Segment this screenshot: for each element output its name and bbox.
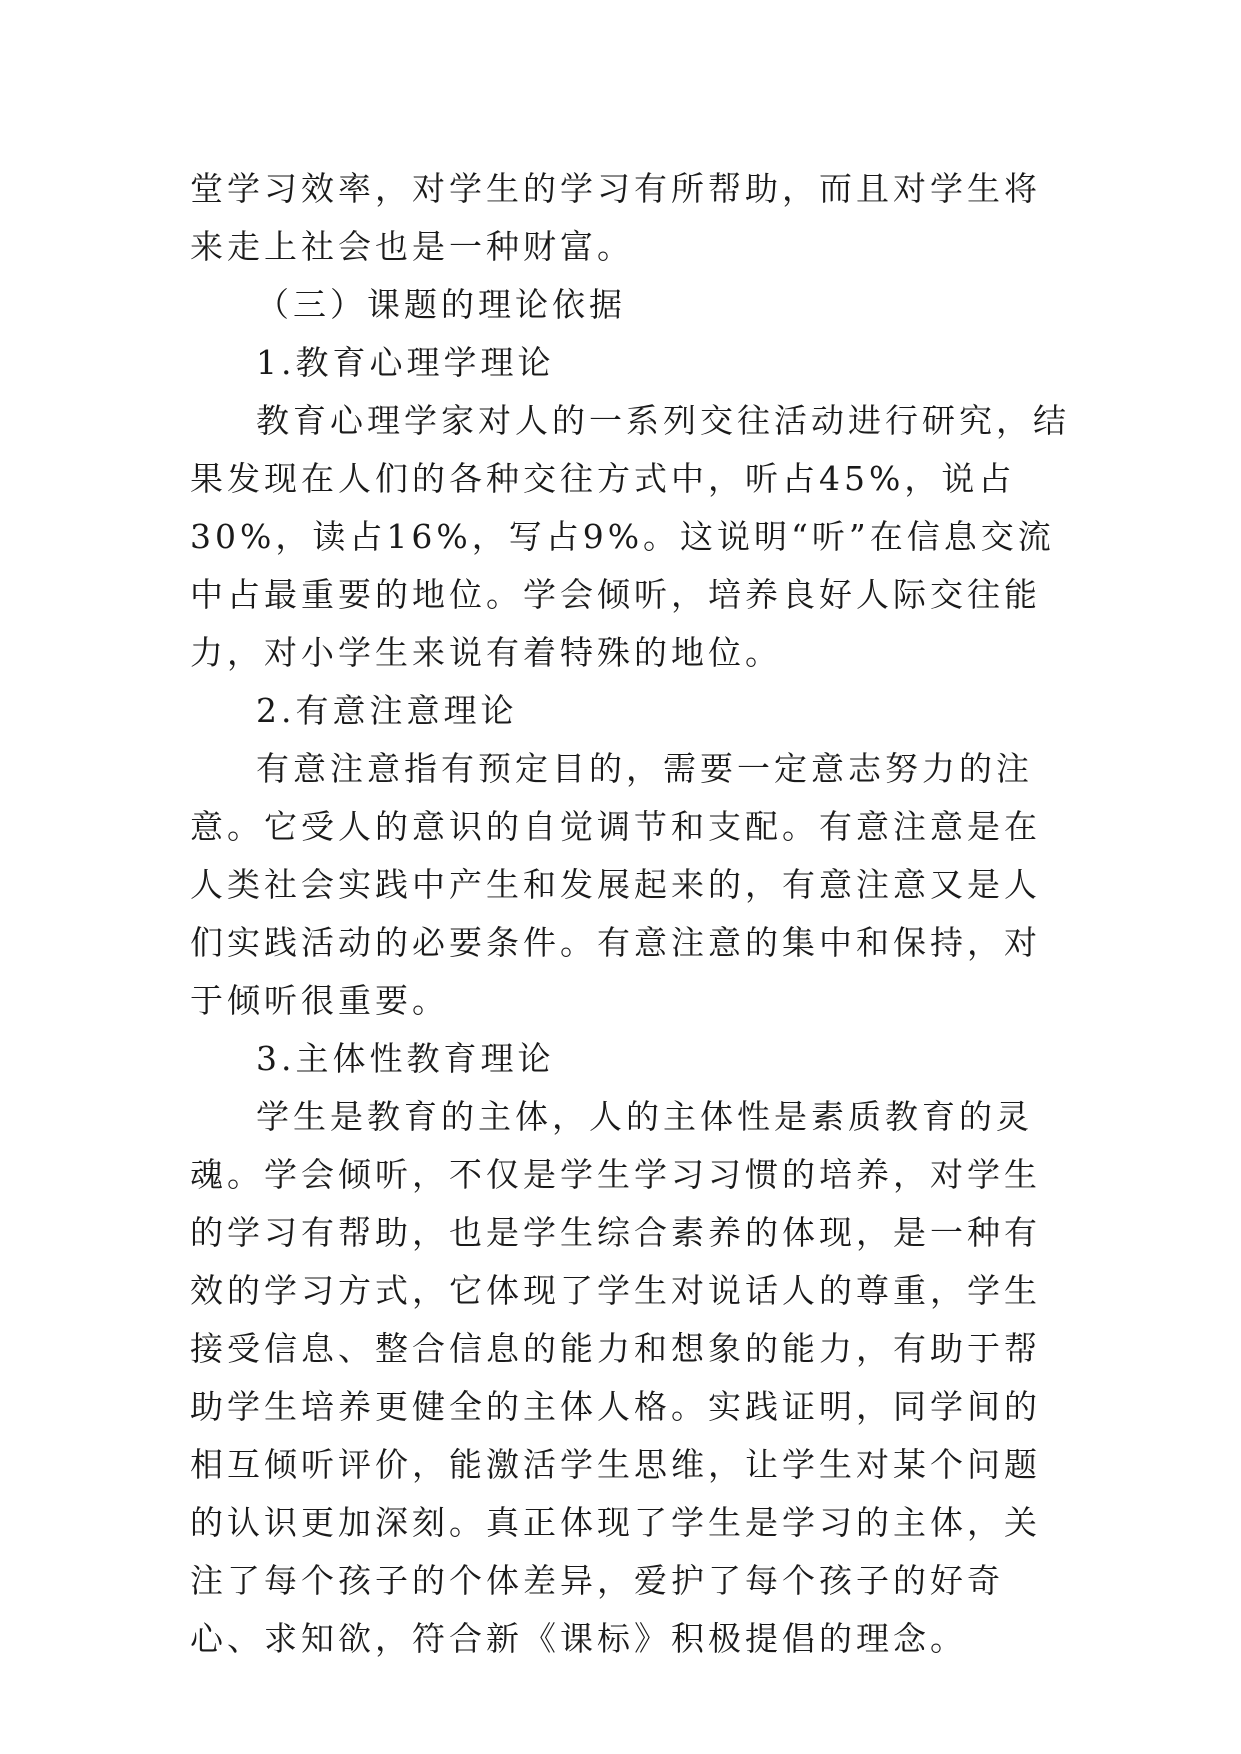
paragraph-educational-psychology: 教育心理学家对人的一系列交往活动进行研究，结果发现在人们的各种交往方式中，听占45%，说占30%，读占16%，写占9%。这说明“听”在信息交流中占最重要的地位。学会倾听，培养良好人际交往能力，对小学生来说有着特殊的地位。 — [190, 401, 1070, 672]
subheading-educational-psychology: 1.教育心理学理论 — [256, 343, 555, 382]
document-body — [190, 160, 1070, 1668]
paragraph-continuation: 堂学习效率，对学生的学习有所帮助，而且对学生将来走上社会也是一种财富。 — [190, 169, 1041, 266]
section-heading-theory-basis: （三）课题的理论依据 — [256, 285, 626, 324]
subheading-intentional-attention: 2.有意注意理论 — [256, 691, 518, 730]
paragraph-subjectivity-education: 学生是教育的主体，人的主体性是素质教育的灵魂。学会倾听，不仅是学生学习习惯的培养，对学生的学习有帮助，也是学生综合素养的体现，是一种有效的学习方式，它体现了学生对说话人的尊重，学生接受信息、整合信息的能力和想象的能力，有助于帮助学生培养更健全的主体人格。实践证明，同学间的相互倾听评价，能激活学生思维，让学生对某个问题的认识更加深刻。真正体现了学生是学习的主体，关注了每个孩子的个体差异，爱护了每个孩子的好奇心、求知欲，符合新《课标》积极提倡的理念。 — [190, 1097, 1041, 1658]
subheading-subjectivity-education: 3.主体性教育理论 — [256, 1039, 555, 1078]
paragraph-intentional-attention: 有意注意指有预定目的，需要一定意志努力的注意。它受人的意识的自觉调节和支配。有意注意是在人类社会实践中产生和发展起来的，有意注意又是人们实践活动的必要条件。有意注意的集中和保持，对于倾听很重要。 — [190, 749, 1041, 1020]
